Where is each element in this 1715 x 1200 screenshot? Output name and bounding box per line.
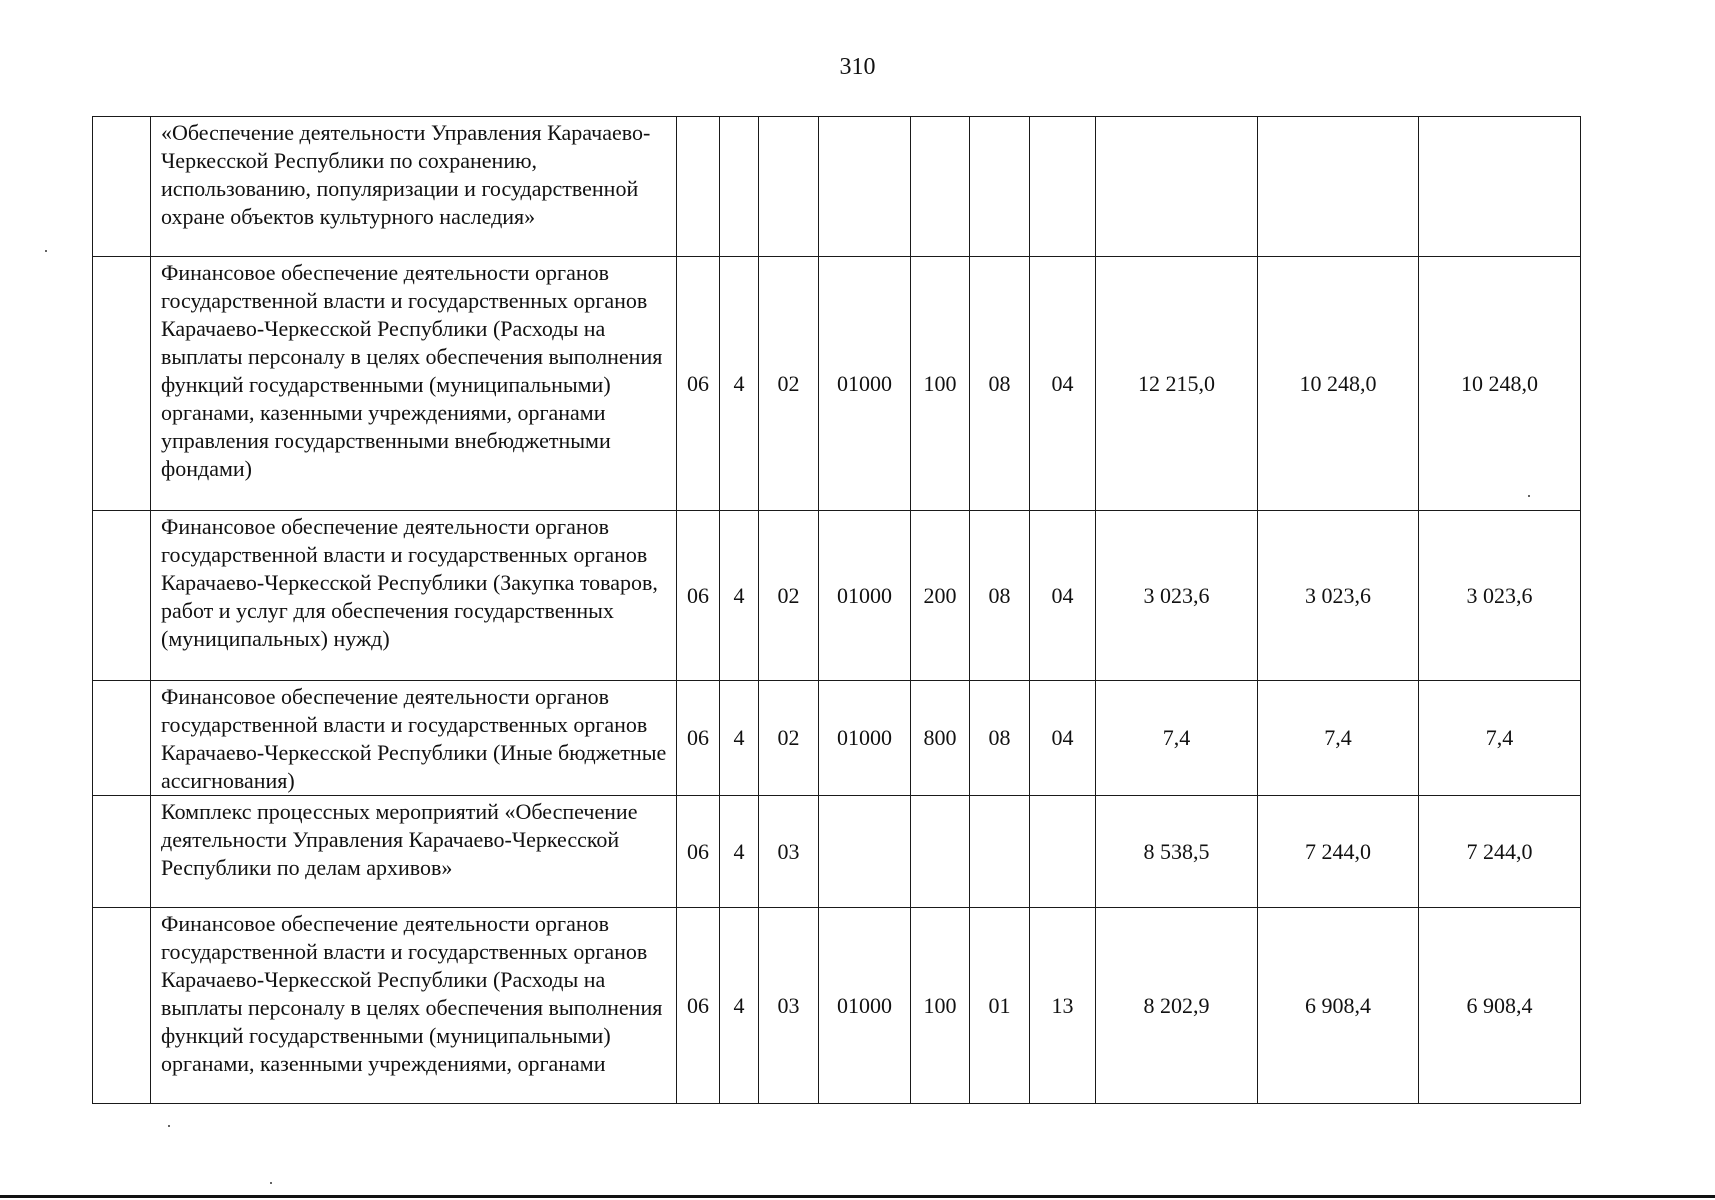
code-cell-c1 [677,117,720,257]
row-number-cell [93,681,151,796]
code-cell-c6: 08 [970,511,1030,681]
amount-cell-a1: 7,4 [1096,681,1258,796]
scan-edge-line [0,1195,1715,1198]
amount-cell-a3: 3 023,6 [1419,511,1581,681]
table-row [93,257,1581,511]
code-cell-c7: 04 [1030,511,1096,681]
description-cell: Комплекс процессных мероприятий «Обеспечение деятельности Управления Карачаево-Черкесской Республики по делам архивов» [151,796,677,908]
row-number-cell [93,511,151,681]
table-row [93,117,1581,257]
amount-cell-a1: 8 538,5 [1096,796,1258,908]
scan-speck [1528,495,1530,497]
code-cell-c5 [911,796,970,908]
code-cell-c1: 06 [677,681,720,796]
scan-speck [270,1182,272,1184]
code-cell-c6: 08 [970,681,1030,796]
code-cell-c6 [970,117,1030,257]
code-cell-c1: 06 [677,908,720,1104]
code-cell-c5: 200 [911,511,970,681]
code-cell-c2: 4 [720,257,759,511]
code-cell-c7: 04 [1030,681,1096,796]
code-cell-c2: 4 [720,511,759,681]
description-cell: Финансовое обеспечение деятельности органов государственной власти и государственных органов Карачаево-Черкесской Республики (Расходы на выплаты персоналу в целях обеспечения выполнения функций государственными (муниципальными) органами, казенными учреждениями, органами управления государственными внебюджетными фондами) [151,257,677,511]
code-cell-c1: 06 [677,257,720,511]
row-number-cell [93,796,151,908]
code-cell-c4 [819,796,911,908]
code-cell-c3: 02 [759,257,819,511]
amount-cell-a3: 6 908,4 [1419,908,1581,1104]
code-cell-c6: 08 [970,257,1030,511]
code-cell-c4 [819,117,911,257]
amount-cell-a1: 12 215,0 [1096,257,1258,511]
amount-cell-a3: 7 244,0 [1419,796,1581,908]
amount-cell-a2 [1258,117,1419,257]
code-cell-c5 [911,117,970,257]
table-row [93,796,1581,908]
scan-speck [168,1125,170,1127]
code-cell-c5: 800 [911,681,970,796]
amount-cell-a3 [1419,117,1581,257]
code-cell-c4: 01000 [819,511,911,681]
code-cell-c4: 01000 [819,257,911,511]
amount-cell-a2: 7,4 [1258,681,1419,796]
amount-cell-a2: 10 248,0 [1258,257,1419,511]
amount-cell-a3: 10 248,0 [1419,257,1581,511]
code-cell-c6 [970,796,1030,908]
code-cell-c5: 100 [911,257,970,511]
budget-table [92,116,1581,1104]
amount-cell-a2: 3 023,6 [1258,511,1419,681]
amount-cell-a1: 8 202,9 [1096,908,1258,1104]
code-cell-c1: 06 [677,511,720,681]
table-row [93,681,1581,796]
description-cell: Финансовое обеспечение деятельности органов государственной власти и государственных органов Карачаево-Черкесской Республики (Закупка товаров, работ и услуг для обеспечения государственных (муниципальных) нужд) [151,511,677,681]
description-cell: «Обеспечение деятельности Управления Карачаево-Черкесской Республики по сохранению, использованию, популяризации и государственной охране объектов культурного наследия» [151,117,677,257]
code-cell-c3: 02 [759,681,819,796]
code-cell-c3 [759,117,819,257]
code-cell-c7 [1030,796,1096,908]
code-cell-c6: 01 [970,908,1030,1104]
code-cell-c2: 4 [720,796,759,908]
table-row [93,511,1581,681]
code-cell-c3: 02 [759,511,819,681]
row-number-cell [93,257,151,511]
code-cell-c2: 4 [720,681,759,796]
row-number-cell [93,117,151,257]
page-number: 310 [839,54,876,80]
code-cell-c7: 13 [1030,908,1096,1104]
code-cell-c2: 4 [720,908,759,1104]
code-cell-c7 [1030,117,1096,257]
scan-speck [45,250,47,252]
code-cell-c2 [720,117,759,257]
amount-cell-a1: 3 023,6 [1096,511,1258,681]
code-cell-c1: 06 [677,796,720,908]
amount-cell-a2: 6 908,4 [1258,908,1419,1104]
code-cell-c3: 03 [759,796,819,908]
description-cell: Финансовое обеспечение деятельности органов государственной власти и государственных органов Карачаево-Черкесской Республики (Иные бюджетные ассигнования) [151,681,677,796]
code-cell-c4: 01000 [819,908,911,1104]
amount-cell-a1 [1096,117,1258,257]
code-cell-c3: 03 [759,908,819,1104]
description-cell: Финансовое обеспечение деятельности органов государственной власти и государственных органов Карачаево-Черкесской Республики (Расходы на выплаты персоналу в целях обеспечения выполнения функций государственными (муниципальными) органами, казенными учреждениями, органами [151,908,677,1104]
table-row [93,908,1581,1104]
row-number-cell [93,908,151,1104]
code-cell-c4: 01000 [819,681,911,796]
amount-cell-a3: 7,4 [1419,681,1581,796]
code-cell-c5: 100 [911,908,970,1104]
code-cell-c7: 04 [1030,257,1096,511]
amount-cell-a2: 7 244,0 [1258,796,1419,908]
